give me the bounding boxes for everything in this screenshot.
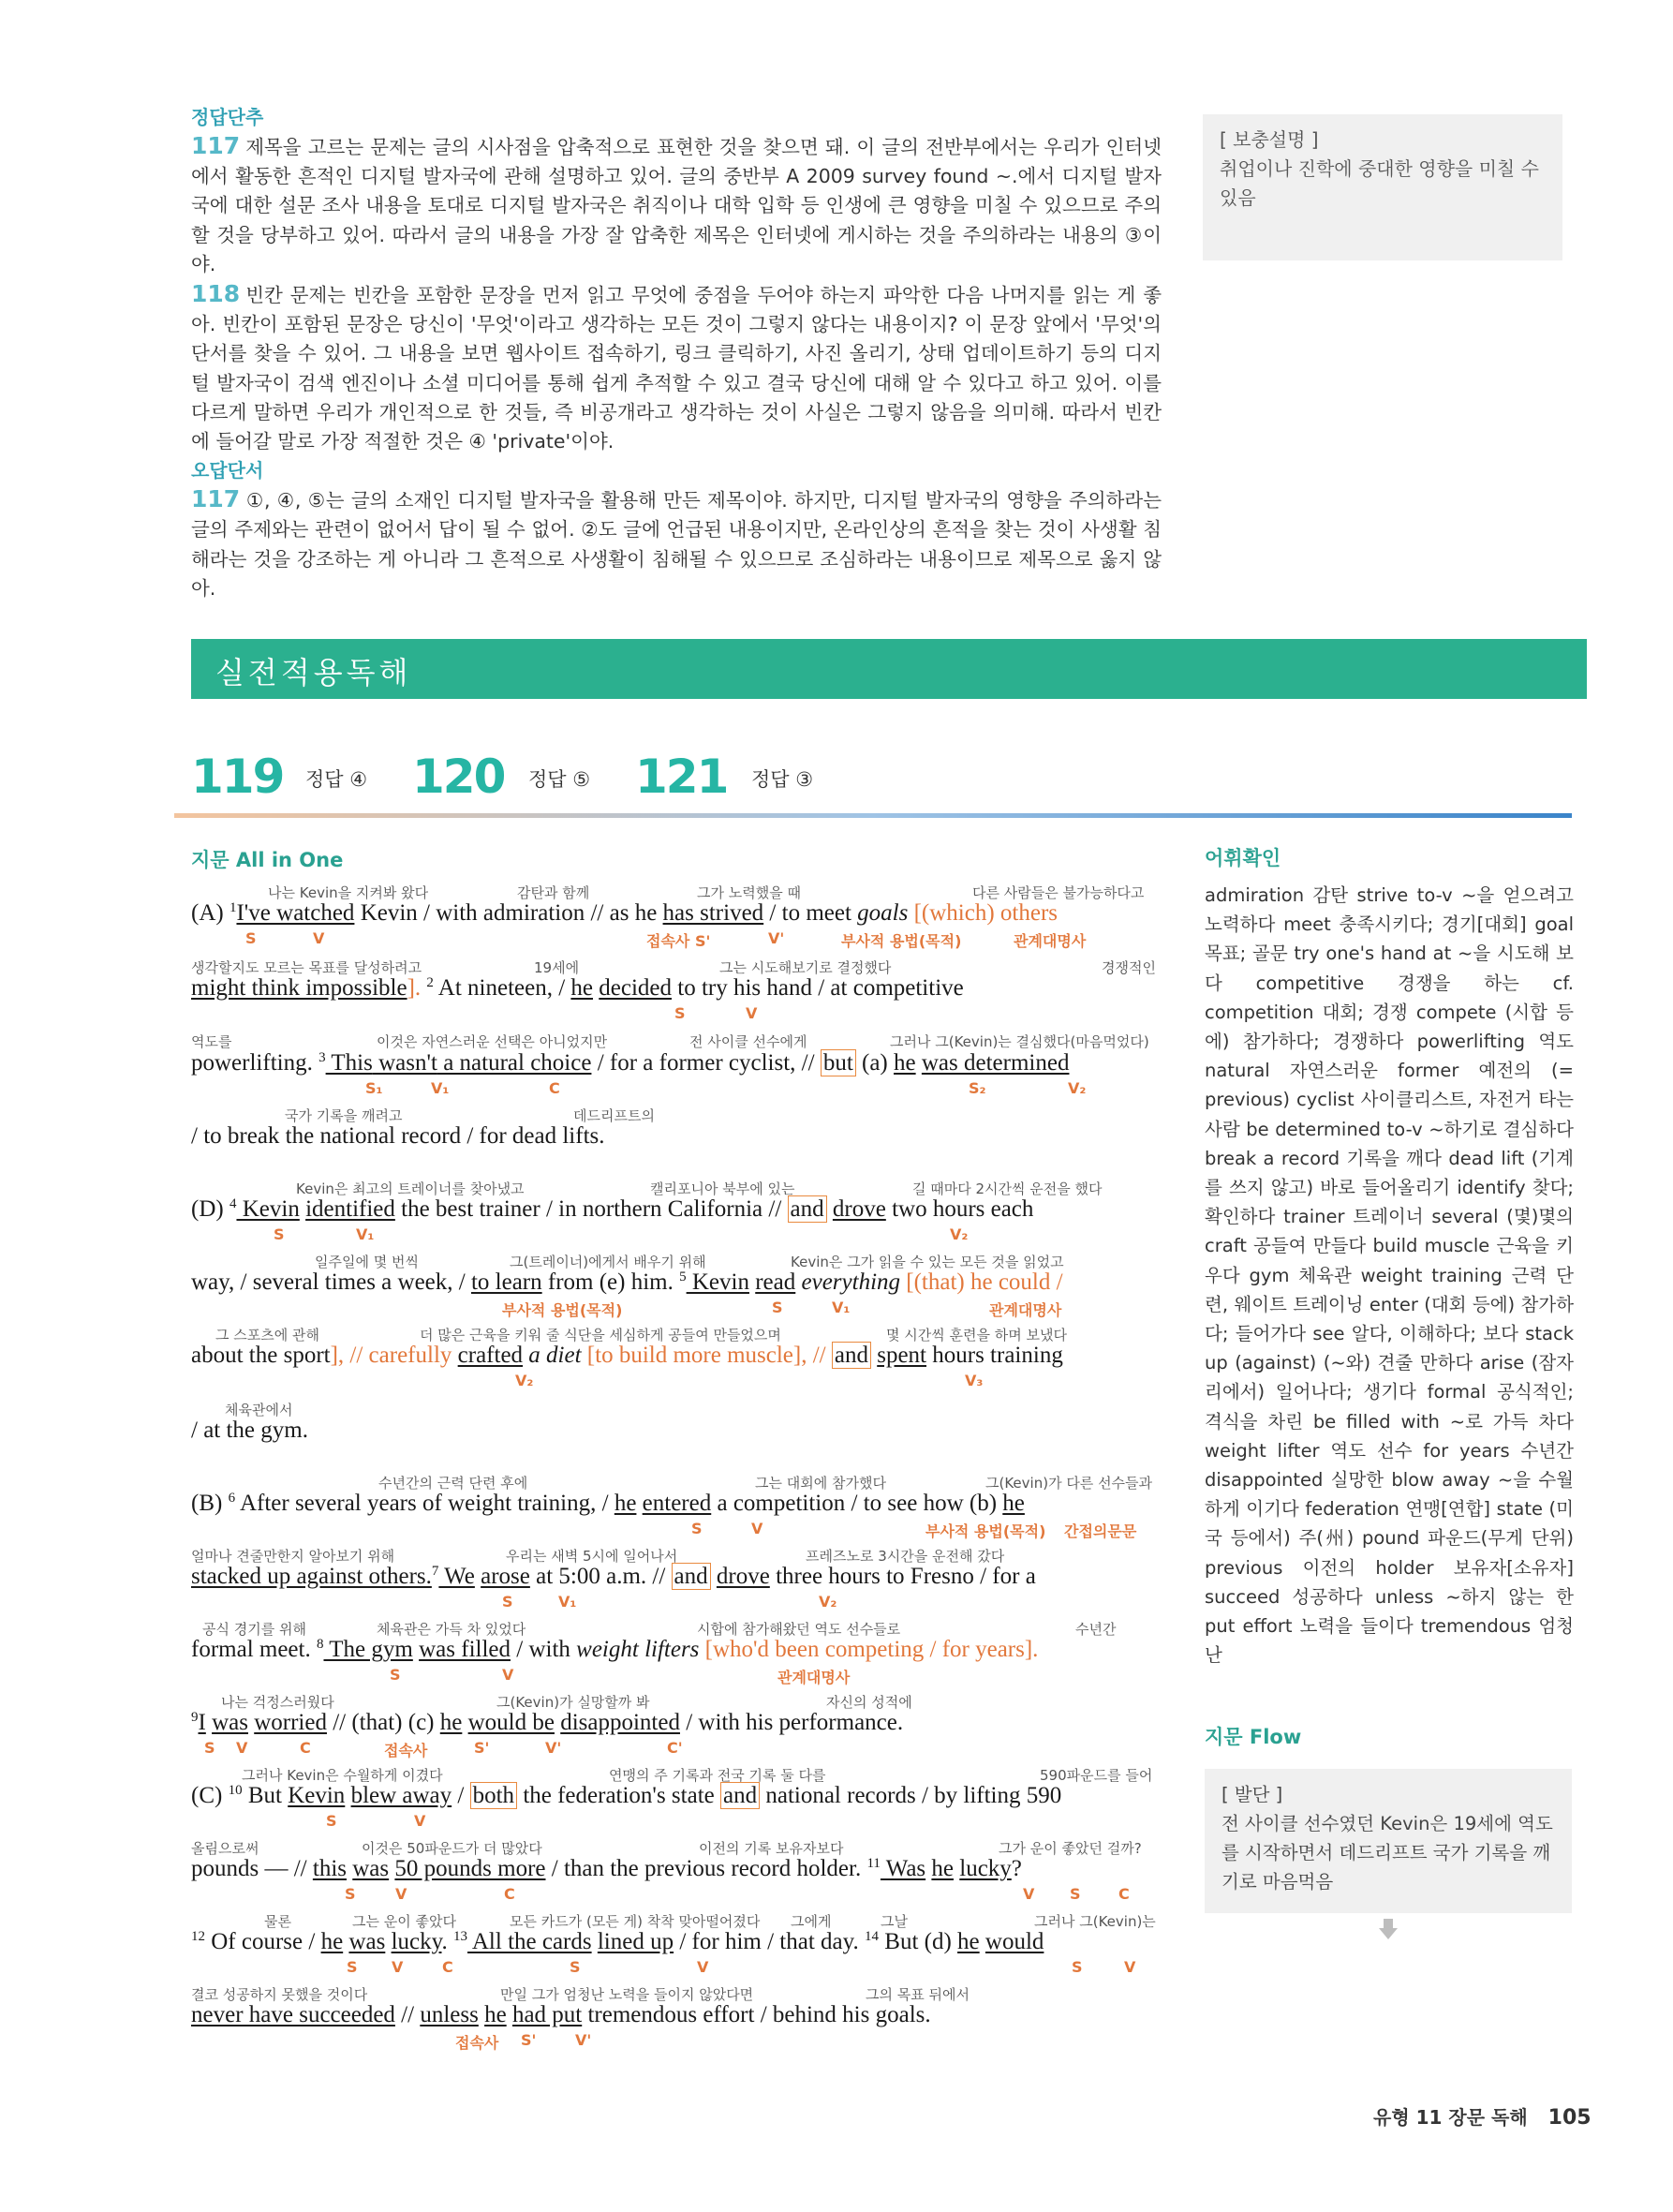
down-arrow-icon bbox=[1384, 1919, 1393, 1928]
paragraph-label: (D) bbox=[191, 1196, 229, 1222]
grammar-tag: V₂ bbox=[950, 1225, 969, 1243]
english-text: crafted bbox=[457, 1343, 524, 1368]
korean-gloss: 그(Kevin)가 다른 선수들과 bbox=[985, 1475, 1153, 1492]
english-text: Of course / bbox=[205, 1929, 321, 1954]
english-text: way, / several times a week, / bbox=[191, 1269, 471, 1295]
english-text: everything bbox=[801, 1269, 901, 1295]
sentence-number: 4 bbox=[229, 1196, 237, 1211]
english-text: worried bbox=[254, 1710, 327, 1735]
grammar-tag: C bbox=[504, 1885, 515, 1903]
sentence-number: 11 bbox=[866, 1856, 881, 1871]
korean-gloss: 그(트레이너)에게서 배우기 위해 bbox=[510, 1254, 706, 1270]
grammar-tag: S₁ bbox=[365, 1079, 383, 1097]
english-text: the federation's state bbox=[517, 1783, 720, 1808]
korean-gloss: 나는 걱정스러웠다 bbox=[221, 1694, 334, 1711]
sentence-line bbox=[191, 1195, 1162, 1224]
english-text: a competition / to see how (b) bbox=[711, 1491, 1003, 1516]
korean-gloss: 수년간의 근력 단련 후에 bbox=[378, 1475, 528, 1492]
paragraph-label: (B) bbox=[191, 1491, 229, 1516]
english-text: weight lifters bbox=[576, 1637, 700, 1662]
english-text: drove bbox=[716, 1564, 770, 1589]
sentence-number: 13 bbox=[453, 1929, 467, 1944]
english-text: lucky bbox=[391, 1929, 442, 1954]
grammar-tag: S bbox=[674, 1004, 686, 1022]
grammar-tag: 관계대명사 bbox=[777, 1669, 851, 1686]
answer-119: 정답 ④ bbox=[305, 768, 368, 791]
korean-gloss: 시합에 참가해왔던 역도 선수들로 bbox=[697, 1621, 901, 1638]
flow-label: 지문 Flow bbox=[1205, 1726, 1302, 1748]
korean-gloss: 감탄과 함께 bbox=[517, 884, 590, 901]
korean-gloss: 전 사이클 선수에게 bbox=[689, 1033, 807, 1050]
grammar-tag: S bbox=[245, 929, 257, 947]
english-text: Kevin bbox=[686, 1269, 749, 1295]
korean-gloss: 결코 성공하지 못했을 것이다 bbox=[191, 1986, 368, 2003]
heading-wrong-answer: 오답단서 bbox=[191, 459, 264, 482]
english-text: spent bbox=[877, 1343, 926, 1368]
korean-gloss: 생각할지도 모르는 목표를 달성하려고 bbox=[191, 959, 422, 976]
sentence-number: 12 bbox=[191, 1929, 205, 1944]
grammar-tag: V bbox=[236, 1739, 248, 1757]
english-text: arose bbox=[481, 1564, 530, 1589]
grammar-tag: 접속사 S' bbox=[646, 932, 711, 950]
grammar-tag: V bbox=[313, 929, 325, 947]
answer-explanation bbox=[191, 103, 1162, 603]
english-text: After several years of weight training, / bbox=[235, 1491, 614, 1516]
grammar-tag: 부사적 용법(목적) bbox=[841, 932, 962, 950]
english-text: he bbox=[320, 1929, 344, 1954]
grammar-tag: V bbox=[392, 1958, 404, 1976]
english-text: was bbox=[352, 1856, 390, 1881]
english-text: goals bbox=[857, 900, 909, 926]
grammar-tag: S' bbox=[474, 1739, 490, 1757]
paragraph-label: (C) bbox=[191, 1783, 229, 1808]
grammar-tag: S bbox=[570, 1958, 581, 1976]
english-text: would be bbox=[467, 1710, 555, 1735]
sentence-line bbox=[191, 1490, 1162, 1518]
grammar-tag: V bbox=[395, 1885, 407, 1903]
english-text: . bbox=[441, 1929, 453, 1954]
sentence-line bbox=[191, 1709, 1162, 1737]
explanation-117: 117 제목을 고르는 문제는 글의 시사점을 압축적으로 표현한 것을 찾으면 돼. 이 글의 전반부에서는 우리가 인터넷에서 활동한 흔적인 디지털 발자국에 관해 설명하고 있어. 글의 중반부 A 2009 survey found ~.에서 디지털 발자국에 대한 설문 조사 내용을 토대로 디지털 발자국은 취직이나 대학 입학 등 인생에 큰 영향을 미칠 수 있으므로 주의할 것을 당부하고 있어. 따라서 글의 내용을 가장 잘 압축한 제목은 인터넷에 게시하는 것을 주의하라는 내용의 ③이야. bbox=[191, 132, 1162, 275]
english-text: a natural choice bbox=[437, 1050, 592, 1076]
english-text: hours training bbox=[926, 1343, 1063, 1368]
korean-gloss: 데드리프트의 bbox=[573, 1107, 655, 1124]
english-text: a diet bbox=[528, 1343, 582, 1368]
korean-gloss: 그는 운이 좋았다 bbox=[352, 1913, 456, 1930]
english-text: identified bbox=[305, 1196, 395, 1222]
english-text: drove bbox=[832, 1196, 886, 1222]
sentence-line bbox=[191, 1417, 1162, 1445]
english-text: lined up bbox=[597, 1929, 674, 1954]
sentence-line bbox=[191, 1928, 1162, 1956]
english-text: was bbox=[212, 1710, 248, 1735]
sentence-line bbox=[191, 2001, 1162, 2029]
english-text: Kevin / with admiration // as he bbox=[354, 900, 663, 926]
english-text: he bbox=[894, 1050, 916, 1076]
sentence-line bbox=[191, 974, 1162, 1002]
english-text: at 5:00 a.m. // bbox=[529, 1564, 672, 1589]
english-text: / bbox=[452, 1783, 470, 1808]
korean-gloss: 더 많은 근육을 키워 줄 식단을 세심하게 공들여 만들었으며 bbox=[420, 1327, 781, 1344]
grammar-tag: S bbox=[347, 1958, 358, 1976]
english-text: [to build more muscle], // bbox=[581, 1343, 832, 1368]
sentence-number: 7 bbox=[431, 1564, 439, 1579]
korean-gloss: 모든 카드가 (모든 게) 착착 맞아떨어졌다 bbox=[510, 1913, 761, 1930]
korean-gloss: 그러나 Kevin은 수월하게 이겼다 bbox=[242, 1767, 443, 1784]
grammar-tag: S' bbox=[521, 2031, 537, 2049]
grammar-tag: S₂ bbox=[969, 1079, 986, 1097]
english-text: and bbox=[672, 1563, 711, 1590]
english-text: was bbox=[348, 1929, 386, 1954]
english-text: [who'd been competing / for years bbox=[699, 1637, 1025, 1662]
korean-gloss: 국가 기록을 깨려고 bbox=[285, 1107, 403, 1124]
grammar-tag: 부사적 용법(목적) bbox=[502, 1301, 623, 1319]
english-text: / with his performance. bbox=[679, 1710, 904, 1735]
english-text: [(that) he could / bbox=[900, 1269, 1063, 1295]
sentence-line bbox=[191, 1782, 1162, 1810]
grammar-tag: V₁ bbox=[832, 1299, 851, 1316]
korean-gloss: Kevin은 최고의 트레이너를 찾아냈고 bbox=[296, 1180, 525, 1197]
grammar-tag: 접속사 bbox=[384, 1742, 428, 1759]
english-text: // bbox=[394, 2002, 421, 2027]
sentence-number: 14 bbox=[865, 1929, 880, 1944]
sentence-number: 6 bbox=[228, 1491, 236, 1506]
grammar-tag: V bbox=[746, 1004, 758, 1022]
english-text: and bbox=[788, 1195, 827, 1223]
english-text: This bbox=[325, 1050, 373, 1076]
grammar-tag: S bbox=[274, 1225, 285, 1243]
grammar-tag: S bbox=[326, 1812, 337, 1830]
english-text: never have succeeded bbox=[191, 2002, 395, 2027]
english-text: tremendous effort / behind his goals. bbox=[582, 2002, 931, 2027]
grammar-tag: V₁ bbox=[558, 1593, 577, 1611]
english-text: blew away bbox=[350, 1783, 452, 1808]
korean-gloss: 이전의 기록 보유자보다 bbox=[699, 1840, 844, 1857]
english-text: this bbox=[312, 1856, 347, 1881]
english-text: decided bbox=[599, 975, 672, 1001]
sentence-line bbox=[191, 1636, 1162, 1664]
question-number-121: 121 bbox=[635, 750, 728, 804]
korean-gloss: 그러나 그(Kevin)는 결심했다(마음먹었다) bbox=[890, 1033, 1149, 1050]
grammar-tag: V bbox=[502, 1666, 514, 1684]
grammar-tag: V₂ bbox=[1068, 1079, 1087, 1097]
english-text: he bbox=[957, 1929, 980, 1954]
korean-gloss: 수년간 bbox=[1075, 1621, 1117, 1638]
korean-gloss: 그날 bbox=[881, 1913, 908, 1930]
english-text: ], // carefully bbox=[330, 1343, 458, 1368]
supplementary-note-title: [ 보충설명 ] bbox=[1220, 128, 1319, 151]
english-text: But (d) bbox=[879, 1929, 958, 1954]
grammar-tag: 간접의문문 bbox=[1064, 1522, 1137, 1540]
korean-gloss: 19세에 bbox=[534, 959, 580, 976]
answer-121: 정답 ③ bbox=[751, 768, 814, 791]
sentence-line bbox=[191, 1122, 1162, 1151]
english-text: (a) bbox=[855, 1050, 895, 1076]
english-text: I've watched bbox=[236, 900, 355, 926]
grammar-tag: S bbox=[345, 1885, 356, 1903]
grammar-tag: 접속사 bbox=[455, 2034, 499, 2052]
english-text: / than the previous record holder. bbox=[545, 1856, 867, 1881]
sentence-number: 8 bbox=[316, 1637, 324, 1652]
grammar-tag: 관계대명사 bbox=[989, 1301, 1062, 1319]
question-number-120: 120 bbox=[412, 750, 505, 804]
grammar-tag: V' bbox=[545, 1739, 562, 1757]
sentence-line bbox=[191, 1855, 1162, 1883]
korean-gloss: 그의 목표 뒤에서 bbox=[866, 1986, 970, 2003]
english-text: All the cards bbox=[467, 1929, 592, 1954]
sentence-number: 10 bbox=[228, 1783, 243, 1798]
english-text: he bbox=[484, 2002, 507, 2027]
flow-box-title: [ 발단 ] bbox=[1221, 1784, 1283, 1805]
flow-box-text: 전 사이클 선수였던 Kevin은 19세에 역도를 시작하면서 데드리프트 국가 기록을 깨기로 마음먹음 bbox=[1221, 1813, 1553, 1893]
korean-gloss: 경쟁적인 bbox=[1102, 959, 1156, 976]
passage-label: 지문 All in One bbox=[191, 849, 344, 871]
grammar-tag: S bbox=[390, 1666, 401, 1684]
grammar-tag: V bbox=[751, 1520, 763, 1537]
grammar-tag: V' bbox=[768, 929, 785, 947]
english-text: about the sport bbox=[191, 1343, 331, 1368]
english-text: stacked up against others. bbox=[191, 1564, 432, 1589]
korean-gloss: 우리는 새벽 5시에 일어나서 bbox=[506, 1548, 678, 1565]
english-text: but bbox=[821, 1049, 856, 1076]
korean-gloss: 그가 노력했을 때 bbox=[697, 884, 801, 901]
english-text: entered bbox=[642, 1491, 712, 1516]
grammar-tag: C bbox=[300, 1739, 311, 1757]
korean-gloss: 얼마나 견줄만한지 알아보기 위해 bbox=[191, 1548, 395, 1565]
korean-gloss: 그(Kevin)가 실망할까 봐 bbox=[496, 1694, 650, 1711]
sentence-line bbox=[191, 1269, 1162, 1297]
english-text: three hours to Fresno / for a bbox=[769, 1564, 1036, 1589]
english-text: powerlifting. bbox=[191, 1050, 319, 1076]
passage-flow-box bbox=[1205, 1769, 1572, 1913]
english-text: and bbox=[720, 1782, 760, 1809]
english-text: / for him / that day. bbox=[674, 1929, 866, 1954]
english-text: lucky bbox=[959, 1856, 1012, 1881]
english-text: from (e) him. bbox=[541, 1269, 680, 1295]
english-text: would bbox=[985, 1929, 1044, 1954]
sentence-number: 2 bbox=[426, 975, 434, 990]
grammar-tag: C' bbox=[667, 1739, 683, 1757]
supplementary-note-text: 취업이나 진학에 중대한 영향을 미칠 수 있음 bbox=[1220, 157, 1539, 209]
heading-correct-answer: 정답단추 bbox=[191, 106, 264, 128]
korean-gloss: 그에게 bbox=[791, 1913, 832, 1930]
korean-gloss: 그 스포츠에 관해 bbox=[215, 1327, 319, 1344]
english-text: and bbox=[832, 1342, 871, 1369]
english-text: he bbox=[570, 975, 594, 1001]
grammar-tag: C bbox=[549, 1079, 560, 1097]
english-text: ]. bbox=[1024, 1637, 1039, 1662]
korean-gloss: 이것은 50파운드가 더 많았다 bbox=[362, 1840, 542, 1857]
korean-gloss: 올림으로써 bbox=[191, 1840, 259, 1857]
english-text: Kevin bbox=[288, 1783, 346, 1808]
english-text: he bbox=[439, 1710, 463, 1735]
korean-gloss: 나는 Kevin을 지켜봐 왔다 bbox=[268, 884, 429, 901]
english-text: ]. bbox=[407, 975, 427, 1001]
korean-gloss: 일주일에 몇 번씩 bbox=[315, 1254, 419, 1270]
page-number: 105 bbox=[1547, 2106, 1592, 2130]
sentence-line bbox=[191, 1342, 1162, 1370]
korean-gloss: 만일 그가 엄청난 노력을 들이지 않았다면 bbox=[500, 1986, 754, 2003]
english-text: disappointed bbox=[560, 1710, 680, 1735]
answer-120: 정답 ⑤ bbox=[528, 768, 591, 791]
english-text: has strived bbox=[662, 900, 764, 926]
grammar-tag: S bbox=[204, 1739, 215, 1757]
english-text: to learn bbox=[470, 1269, 542, 1295]
page-footer bbox=[1373, 2102, 1592, 2130]
english-text: / to break the national record / for dead lifts. bbox=[191, 1123, 605, 1149]
grammar-tag: V₂ bbox=[819, 1593, 837, 1611]
korean-gloss: 다른 사람들은 불가능하다고 bbox=[972, 884, 1145, 901]
korean-gloss: 그는 시도해보기로 결정했다 bbox=[719, 959, 892, 976]
korean-gloss: 체육관에서 bbox=[225, 1402, 293, 1418]
supplementary-note bbox=[1203, 114, 1562, 260]
section-title: 실전적용독해 bbox=[215, 655, 412, 690]
english-text: / with bbox=[511, 1637, 577, 1662]
down-arrow-icon-head bbox=[1379, 1928, 1398, 1939]
grammar-tag: V bbox=[697, 1958, 709, 1976]
english-text: [(which) others bbox=[908, 900, 1059, 926]
paragraph-label: (A) bbox=[191, 900, 229, 926]
gradient-divider bbox=[174, 813, 1572, 818]
english-text: might think impossible bbox=[191, 975, 407, 1001]
grammar-tag: C bbox=[1118, 1885, 1130, 1903]
english-text: ? bbox=[1011, 1856, 1022, 1881]
grammar-tag: S bbox=[691, 1520, 703, 1537]
grammar-tag: V₁ bbox=[431, 1079, 450, 1097]
english-text: was determined bbox=[921, 1050, 1070, 1076]
english-text: 50 pounds more bbox=[394, 1856, 546, 1881]
english-text: to try his hand / at competitive bbox=[672, 975, 964, 1001]
korean-gloss: Kevin은 그가 읽을 수 있는 모든 것을 읽었고 bbox=[791, 1254, 1064, 1270]
korean-gloss: 물론 bbox=[264, 1913, 291, 1930]
grammar-tag: C bbox=[442, 1958, 453, 1976]
vocabulary-list: admiration 감탄 strive to-v ~을 얻으려고 노력하다 meet 충족시키다; 경기[대회] goal 목표; 골문 try one's hand at ~을 시도해 보다 competitive 경쟁을 하는 cf. competition 대회; 경쟁 compete (시합 등에) 참가하다; 경쟁하다 powerlifting 역도 natural 자연스러운 former 예전의 (= previous) cyclist 사이클리스트, 자전거 타는 사람 be determined to-v ~하기로 결심하다 break a record 기록을 깨다 dead lift (기계를 쓰지 않고) 바로 들어올리기 identify 찾다; 확인하다 trainer 트레이너 several (몇)몇의 craft 공들여 만들다 build muscle 근육을 키우다 gym 체육관 weight training 근력 단련, 웨이트 트레이닝 enter (대회 등에) 참가하다; 들어가다 see 알다, 이해하다; 보다 stack up (against) (~와) 견줄 만하다 arise (잠자리에서) 일어나다; 생기다 formal 공식적인; 격식을 차린 be filled with ~로 가득 차다 weight lifter 역도 선수 for years 수년간 disappointed 실망한 blow away ~을 수월하게 이기다 federation 연맹[연합] state (미국 등에서) 주(州) pound 파운드(무게 단위) previous 이전의 holder 보유자[소유자] succeed 성공하다 unless ~하지 않는 한 put effort 노력을 들이다 tremendous 엄청난 bbox=[1205, 884, 1574, 1667]
grammar-tag: V₂ bbox=[515, 1372, 534, 1389]
sentence-number: 3 bbox=[318, 1050, 326, 1065]
english-text: / to meet bbox=[763, 900, 858, 926]
grammar-tag: S bbox=[502, 1593, 513, 1611]
english-text: both bbox=[470, 1782, 517, 1809]
english-text: / at the gym. bbox=[191, 1418, 308, 1443]
section-header-bar bbox=[191, 639, 1587, 699]
grammar-tag: S bbox=[1070, 1885, 1081, 1903]
korean-gloss: 590파운드를 들어 bbox=[1040, 1767, 1153, 1784]
korean-gloss: 프레즈노로 3시간을 운전해 갔다 bbox=[806, 1548, 1005, 1565]
grammar-tag: S bbox=[772, 1299, 783, 1316]
grammar-tag: 관계대명사 bbox=[1014, 932, 1087, 950]
grammar-tag: V₃ bbox=[965, 1372, 984, 1389]
grammar-tag: S bbox=[1072, 1958, 1083, 1976]
sentence-number: 1 bbox=[229, 900, 237, 915]
wrong-answer-117: 117 ①, ④, ⑤는 글의 소재인 디지털 발자국을 활용해 만든 제목이야. 하지만, 디지털 발자국의 영향을 주의하라는 글의 주제와는 관련이 없어서 답이 될 수 없어. ②도 글에 언급된 내용이지만, 온라인상의 흔적을 찾는 것이 사생활 침해라는 것을 강조하는 게 아니라 그 흔적으로 사생활이 침해될 수 있으므로 조심하라는 내용이므로 제목으로 옳지 않아. bbox=[191, 485, 1162, 600]
korean-gloss: 그는 대회에 참가했다 bbox=[755, 1475, 886, 1492]
korean-gloss: 그러나 그(Kevin)는 bbox=[1034, 1913, 1156, 1930]
english-text: he bbox=[1002, 1491, 1025, 1516]
footer-label: 유형 11 장문 독해 bbox=[1373, 2106, 1528, 2129]
english-text: had put bbox=[511, 2002, 583, 2027]
english-text: the best trainer / in northern California // bbox=[394, 1196, 788, 1222]
english-text: pounds — // bbox=[191, 1856, 313, 1881]
grammar-tag: V' bbox=[575, 2031, 592, 2049]
english-text: formal meet. bbox=[191, 1637, 317, 1662]
grammar-tag: V bbox=[414, 1812, 426, 1830]
grammar-tag: 부사적 용법(목적) bbox=[925, 1522, 1046, 1540]
english-text: he bbox=[614, 1491, 637, 1516]
english-text: unless bbox=[420, 2002, 479, 2027]
english-text: / for a former cyclist, // bbox=[591, 1050, 821, 1076]
korean-gloss: 그가 운이 좋았던 걸까? bbox=[999, 1840, 1142, 1857]
english-text: We bbox=[438, 1564, 475, 1589]
english-text: read bbox=[755, 1269, 796, 1295]
question-number-119: 119 bbox=[191, 750, 284, 804]
sentence-line bbox=[191, 1049, 1162, 1077]
english-text: two hours each bbox=[885, 1196, 1034, 1222]
korean-gloss: 몇 시간씩 훈련을 하며 보냈다 bbox=[886, 1327, 1067, 1344]
korean-gloss: 공식 경기를 위해 bbox=[202, 1621, 306, 1638]
sentence-line bbox=[191, 899, 1162, 928]
english-text: Was bbox=[880, 1856, 926, 1881]
english-text: was filled bbox=[419, 1637, 511, 1662]
english-text: At nineteen, / bbox=[433, 975, 571, 1001]
grammar-tag: V₁ bbox=[356, 1225, 375, 1243]
korean-gloss: 역도를 bbox=[191, 1033, 232, 1050]
sentence-line bbox=[191, 1563, 1162, 1591]
english-text: he bbox=[931, 1856, 954, 1881]
grammar-tag: V bbox=[1023, 1885, 1035, 1903]
english-text: I bbox=[198, 1710, 206, 1735]
english-text: wasn't bbox=[372, 1050, 437, 1076]
korean-gloss: 자신의 성적에 bbox=[826, 1694, 912, 1711]
sentence-number: 9 bbox=[191, 1710, 199, 1725]
english-text: Kevin bbox=[236, 1196, 300, 1222]
korean-gloss: 이것은 자연스러운 선택은 아니었지만 bbox=[377, 1033, 608, 1050]
english-text: national records / by lifting 590 bbox=[760, 1783, 1062, 1808]
vocab-label: 어휘확인 bbox=[1205, 847, 1281, 869]
english-text: But bbox=[242, 1783, 289, 1808]
korean-gloss: 체육관은 가득 차 있었다 bbox=[377, 1621, 526, 1638]
korean-gloss: 길 때마다 2시간씩 운전을 했다 bbox=[912, 1180, 1103, 1197]
english-text: The gym bbox=[323, 1637, 413, 1662]
korean-gloss: 캘리포니아 북부에 있는 bbox=[650, 1180, 795, 1197]
korean-gloss: 연맹의 주 기록과 전국 기록 둘 다를 bbox=[609, 1767, 826, 1784]
english-text: // (that) (c) bbox=[326, 1710, 440, 1735]
sentence-number: 5 bbox=[679, 1269, 687, 1284]
grammar-tag: V bbox=[1124, 1958, 1136, 1976]
explanation-118: 118 빈칸 문제는 빈칸을 포함한 문장을 먼저 읽고 무엇에 중점을 두어야 하는지 파악한 다음 나머지를 읽는 게 좋아. 빈칸이 포함된 문장은 당신이 '무엇'이라고 생각하는 모든 것이 그렇지 않다는 내용이지? 이 문장 앞에서 '무엇'의 단서를 찾을 수 있어. 그 내용을 보면 웹사이트 접속하기, 링크 클릭하기, 사진 올리기, 상태 업데이트하기 등의 디지털 발자국이 검색 엔진이나 소셜 미디어를 통해 쉽게 추적할 수 있고 결국 당신에 대해 알 수 있다고 하고 있어. 이를 다르게 말하면 우리가 개인적으로 한 것들, 즉 비공개라고 생각하는 것이 사실은 그렇지 않음을 의미해. 따라서 빈칸에 들어갈 말로 가장 적절한 것은 ④ 'private'이야. bbox=[191, 280, 1162, 453]
